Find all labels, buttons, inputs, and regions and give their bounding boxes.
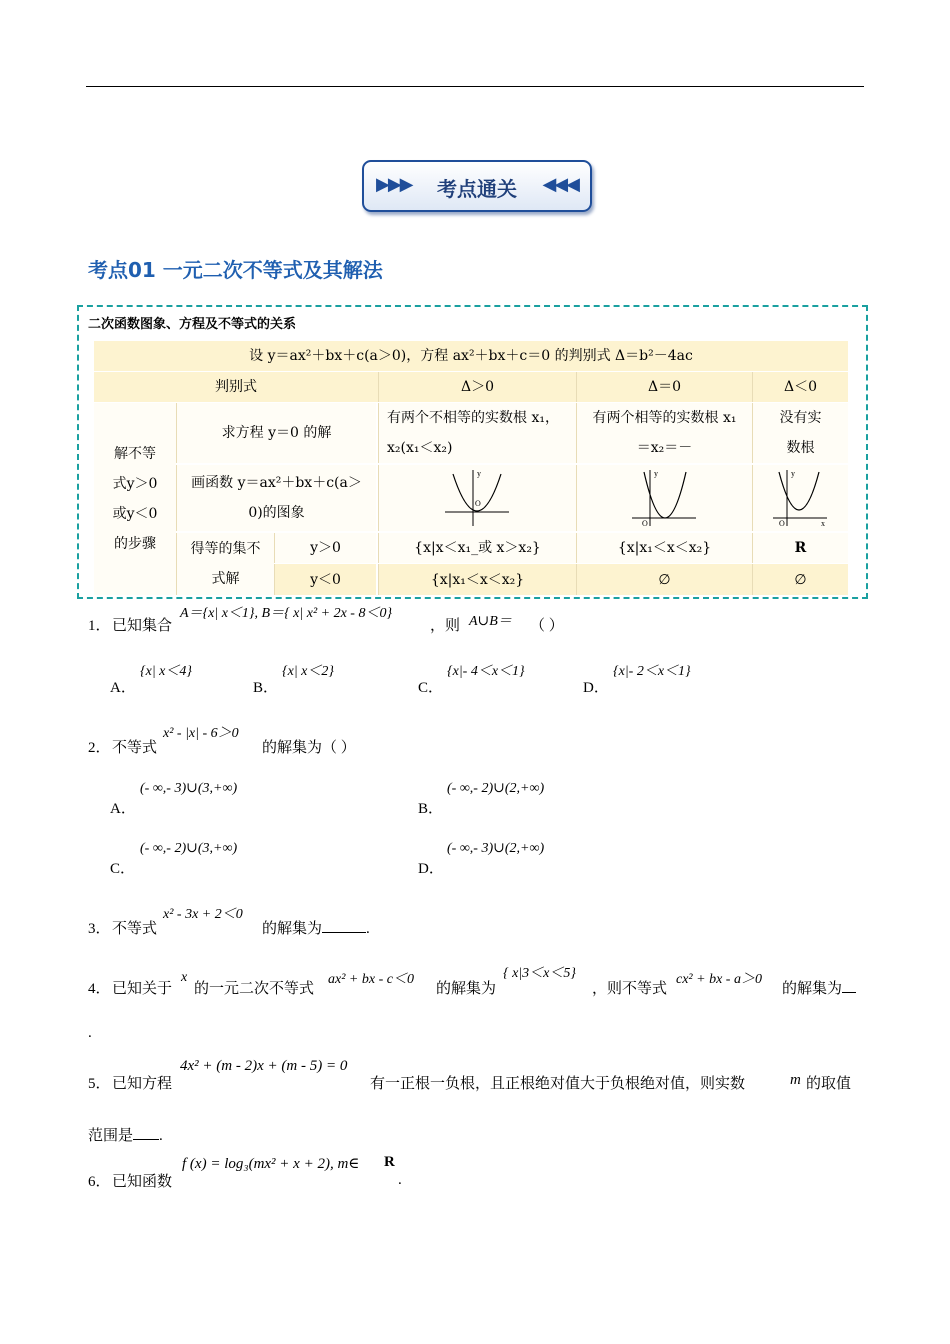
q4-mid2: 的解集为 bbox=[436, 981, 497, 997]
q4-mid3: ，则不等式 bbox=[592, 981, 668, 997]
q2-post: 的解集为（ ） bbox=[262, 740, 356, 756]
row-group-label: 解不等式y＞0或y＜0的步骤 bbox=[94, 403, 176, 595]
row3b-no-root: ∅ bbox=[752, 564, 848, 595]
graph-no-root bbox=[752, 465, 848, 531]
q5-end: . bbox=[159, 1128, 163, 1144]
q4-post-text: 的解集为 bbox=[782, 981, 843, 997]
q3-math: x² - 3x + 2＜0 bbox=[163, 907, 243, 922]
q4-mid: 的一元二次不等式 bbox=[194, 981, 315, 997]
q6-pre: 已知函数 bbox=[112, 1174, 173, 1190]
q1-option-d[interactable]: D． bbox=[583, 680, 609, 696]
q4-math2: { x|3＜x＜5} bbox=[503, 966, 576, 981]
q1-option-b[interactable]: B． bbox=[253, 680, 279, 696]
q2-num: 2． bbox=[88, 740, 111, 756]
graph-double-root bbox=[576, 465, 752, 531]
q5-post2: 的取值 bbox=[806, 1076, 852, 1092]
banner-text: 考点通关 bbox=[437, 177, 517, 201]
q1-pre: 已知集合 bbox=[112, 618, 173, 634]
q5-line2 bbox=[88, 1124, 163, 1145]
row3b-sign: y＜0 bbox=[274, 564, 376, 595]
q6-end: . bbox=[398, 1172, 402, 1188]
q3-end: . bbox=[366, 921, 370, 937]
q4-math-x: x bbox=[181, 970, 188, 985]
q3-post-text: 的解集为 bbox=[262, 921, 323, 937]
q1-option-a-value: {x| x＜4} bbox=[140, 664, 192, 679]
col-label: 判别式 bbox=[94, 372, 378, 402]
row3b-two-roots: {x|x₁＜x＜x₂} bbox=[378, 564, 576, 595]
section-title: 考点01 一元二次不等式及其解法 bbox=[88, 258, 383, 282]
row3a-double-root: {x|x₁＜x＜x₂} bbox=[576, 533, 752, 563]
q5-answer-blank[interactable] bbox=[133, 1139, 159, 1140]
q4-num: 4． bbox=[88, 981, 111, 997]
right-arrows-icon: ▶▶▶ bbox=[376, 174, 412, 195]
row3a-no-root: R bbox=[752, 533, 848, 563]
q5-post: 有一正根一负根，且正根绝对值大于负根绝对值，则实数 bbox=[370, 1076, 746, 1092]
row2-label: 画函数 y＝ax²＋bx＋c(a＞0)的图象 bbox=[176, 465, 376, 531]
q1-option-d-value: {x|- 2＜x＜1} bbox=[613, 664, 691, 679]
box-title: 二次函数图象、方程及不等式的关系 bbox=[88, 317, 297, 332]
row1-two-roots: 有两个不相等的实数根 x₁，x₂(x₁＜x₂) bbox=[378, 403, 576, 463]
row1-double-root: 有两个相等的实数根 x₁＝x₂＝－ bbox=[576, 403, 752, 463]
q1-num: 1． bbox=[88, 618, 111, 634]
graph-two-roots bbox=[378, 465, 576, 531]
row3-label: 得等的集不式解 bbox=[176, 533, 274, 595]
q3-post bbox=[262, 917, 370, 938]
svg-text:y: y bbox=[790, 469, 795, 478]
q4-math: ax² + bx - c＜0 bbox=[328, 972, 414, 987]
q3-pre: 不等式 bbox=[112, 921, 158, 937]
q2-option-c-value: (- ∞,- 2)∪(3,+∞) bbox=[140, 841, 238, 856]
q1-post: ，则 bbox=[430, 618, 461, 634]
row1-label: 求方程 y＝0 的解 bbox=[176, 403, 376, 463]
q4-pre: 已知关于 bbox=[112, 981, 173, 997]
svg-text:x: x bbox=[820, 519, 825, 528]
row3b-double-root: ∅ bbox=[576, 564, 752, 595]
row3a-two-roots: {x|x＜x₁_或 x＞x₂} bbox=[378, 533, 576, 563]
col-delta-pos: Δ＞0 bbox=[378, 372, 576, 402]
left-arrows-icon: ◀◀◀ bbox=[542, 174, 578, 195]
q2-option-b[interactable]: B． bbox=[418, 801, 444, 817]
q4-post bbox=[782, 977, 856, 998]
section-banner bbox=[362, 160, 592, 212]
q1-math2: A∪B＝ bbox=[469, 614, 512, 629]
q2-option-b-value: (- ∞,- 2)∪(2,+∞) bbox=[447, 781, 545, 796]
q1-paren: （ ） bbox=[530, 618, 564, 634]
q2-math: x² - |x| - 6＞0 bbox=[163, 726, 239, 741]
q6-num: 6． bbox=[88, 1174, 111, 1190]
q1-option-a[interactable]: A． bbox=[110, 680, 136, 696]
q2-option-a-value: (- ∞,- 3)∪(3,+∞) bbox=[140, 781, 238, 796]
q1-option-c[interactable]: C． bbox=[418, 680, 444, 696]
col-delta-zero: Δ＝0 bbox=[576, 372, 752, 402]
q5-line2-text: 范围是 bbox=[88, 1128, 134, 1144]
q6-bold: R bbox=[384, 1154, 395, 1170]
table-header: 设 y＝ax²＋bx＋c(a＞0)，方程 ax²＋bx＋c＝0 的判别式 Δ＝b²－4ac bbox=[94, 341, 848, 371]
q4-answer-blank[interactable] bbox=[842, 992, 856, 993]
svg-text:O: O bbox=[641, 519, 648, 528]
q2-option-c[interactable]: C． bbox=[110, 861, 136, 877]
q1-math: A＝{x| x＜1}, B＝{ x| x² + 2x - 8＜0} bbox=[180, 606, 393, 621]
q3-num: 3． bbox=[88, 921, 111, 937]
q5-math: 4x² + (m - 2)x + (m - 5) = 0 bbox=[180, 1058, 348, 1074]
q1-option-c-value: {x|- 4＜x＜1} bbox=[447, 664, 525, 679]
svg-text:y: y bbox=[653, 469, 658, 478]
q6-math: f (x) = log₃(mx² + x + 2), m∈ bbox=[182, 1156, 360, 1172]
svg-text:y: y bbox=[476, 469, 481, 478]
q3-answer-blank[interactable] bbox=[322, 932, 366, 933]
summary-table bbox=[94, 341, 848, 595]
q5-pre: 已知方程 bbox=[112, 1076, 173, 1092]
q4-end: . bbox=[88, 1025, 92, 1041]
q2-pre: 不等式 bbox=[112, 740, 158, 756]
q2-option-d-value: (- ∞,- 3)∪(2,+∞) bbox=[447, 841, 545, 856]
q1-option-b-value: {x| x＜2} bbox=[282, 664, 334, 679]
svg-text:O: O bbox=[474, 499, 481, 508]
q2-option-d[interactable]: D． bbox=[418, 861, 444, 877]
q5-var: m bbox=[790, 1072, 801, 1088]
svg-text:O: O bbox=[778, 519, 785, 528]
q2-option-a[interactable]: A． bbox=[110, 801, 136, 817]
q5-num: 5． bbox=[88, 1076, 111, 1092]
row3a-sign: y＞0 bbox=[274, 533, 376, 563]
q4-math3: cx² + bx - a＞0 bbox=[676, 972, 762, 987]
col-delta-neg: Δ＜0 bbox=[752, 372, 848, 402]
row1-no-root: 没有实数根 bbox=[752, 403, 848, 463]
header-rule bbox=[86, 86, 864, 87]
